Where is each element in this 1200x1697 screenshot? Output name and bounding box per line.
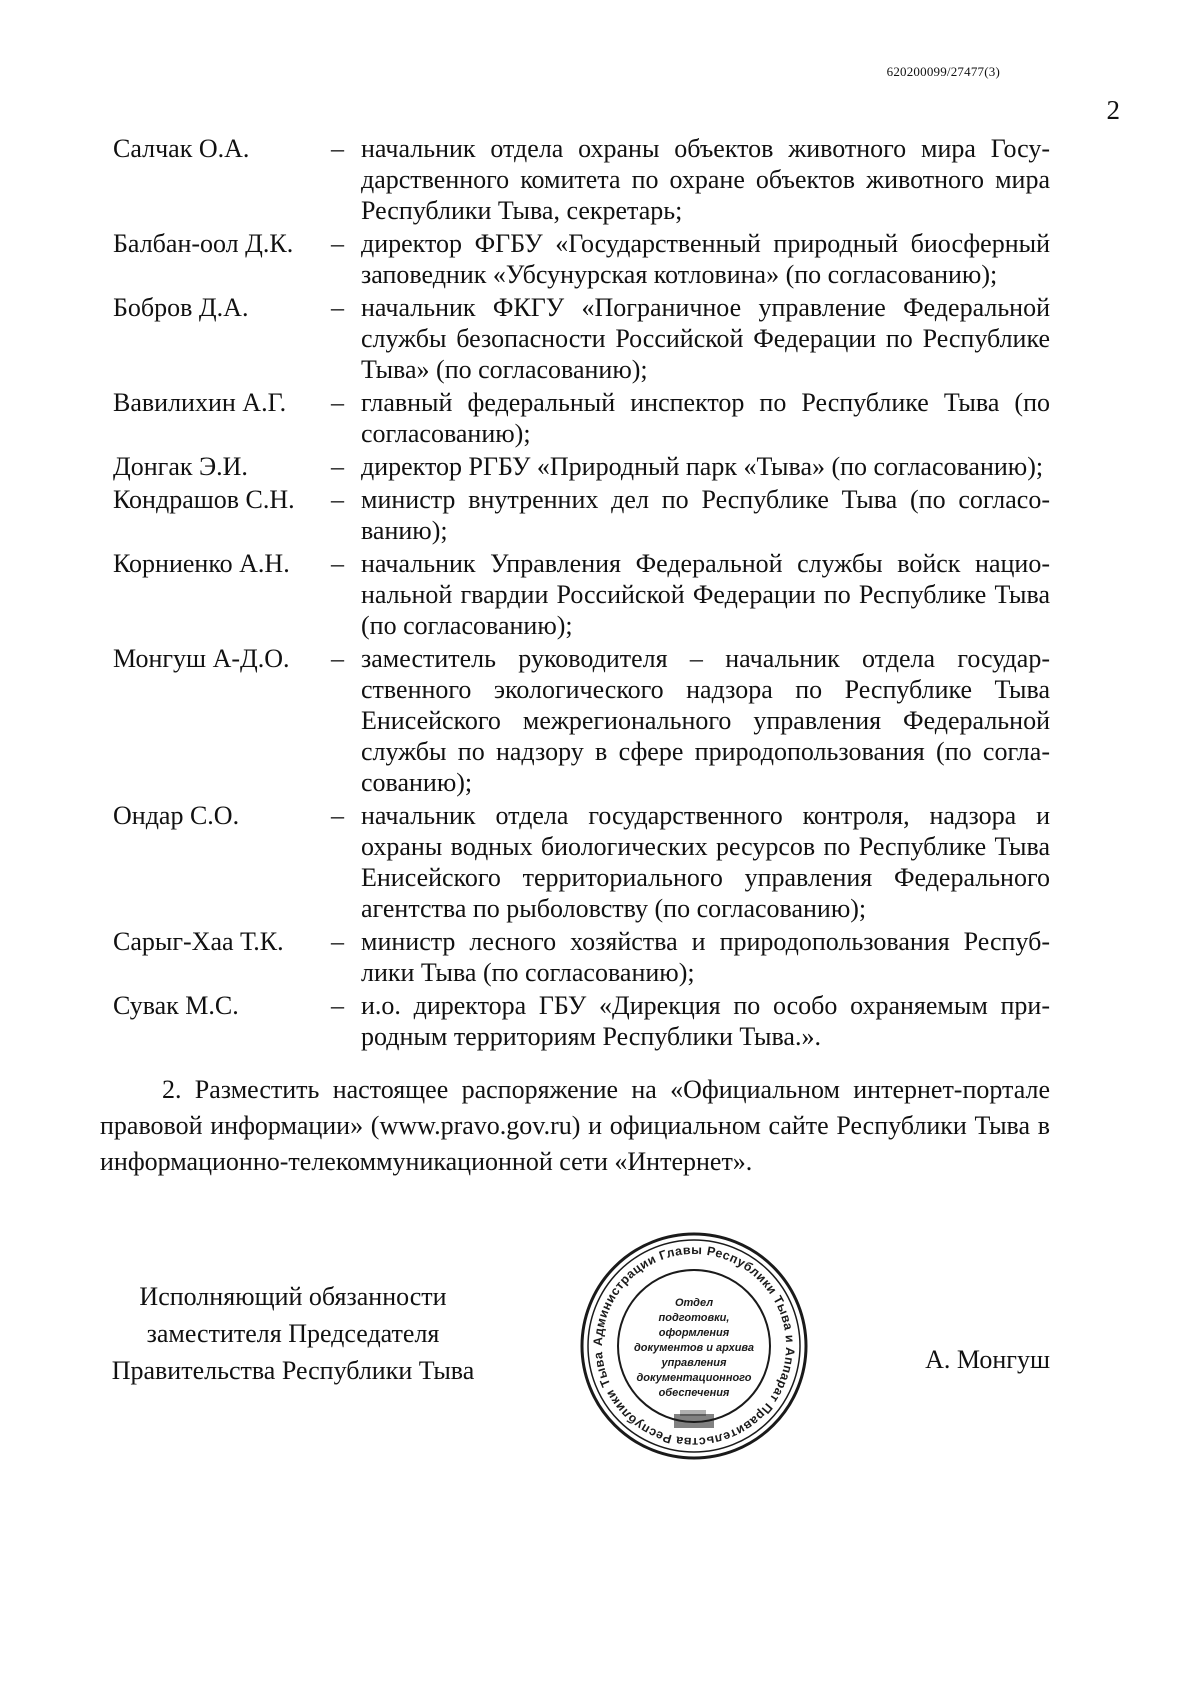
seal-center-line: подготовки, <box>658 1312 730 1324</box>
member-name: Вавилихин А.Г. <box>113 388 287 417</box>
member-dash: – <box>331 927 344 956</box>
signer-title-line: Правительства Республики Тыва <box>111 1356 475 1385</box>
seal-center-line: документов и архива <box>633 1342 755 1354</box>
document-code: 620200099/27477(3) <box>886 64 1000 79</box>
member-dash: – <box>331 644 344 673</box>
member-role: начальник отдела государственного контроля, надзора и охраны водных биологических ресурсов по Республике Тыва Енисейского территориального управления Федерального агентства по рыболовству (по согласованию); <box>361 801 1050 923</box>
member-row <box>113 387 1050 449</box>
member-role: начальник Управления Федеральной службы войск национальной гвардии Российской Федерации по Республике Тыва (по согласованию); <box>361 549 1050 640</box>
official-seal <box>576 1228 812 1464</box>
member-name: Донгак Э.И. <box>113 452 248 481</box>
signer-title <box>98 1278 488 1389</box>
member-name: Сувак М.С. <box>113 991 239 1020</box>
seal-ring-text: Администрации Главы Республики Тыва и Аппарат Правительства Республики Тыва <box>590 1242 798 1450</box>
member-list <box>113 133 1050 1054</box>
seal-center-line: управления <box>661 1357 727 1369</box>
member-dash: – <box>331 485 344 514</box>
seal-center-line: обеспечения <box>658 1387 730 1399</box>
member-row <box>113 800 1050 924</box>
member-row <box>113 548 1050 641</box>
member-row <box>113 484 1050 546</box>
member-name: Сарыг-Хаа Т.К. <box>113 927 284 956</box>
member-role: директор РГБУ «Природный парк «Тыва» (по согласованию); <box>361 452 1044 481</box>
member-role: министр внутренних дел по Республике Тыва (по согласованию); <box>361 485 1050 545</box>
member-name: Кондрашов С.Н. <box>113 485 295 514</box>
member-role: директор ФГБУ «Государственный природный биосферный заповедник «Убсунурская котловина» (по согласованию); <box>361 229 1050 289</box>
member-row <box>113 451 1050 482</box>
seal-graphic <box>576 1228 812 1464</box>
member-row <box>113 990 1050 1052</box>
page-number: 2 <box>1106 95 1120 125</box>
member-dash: – <box>331 452 344 481</box>
member-name: Салчак О.А. <box>113 134 250 163</box>
seal-ink-smudge <box>674 1410 714 1428</box>
member-role: заместитель руководителя – начальник отдела государственного экологического надзора по Республике Тыва Енисейского межрегионального управления Федеральной службы по надзору в сфере природопользования (по согласованию); <box>361 644 1050 797</box>
member-row <box>113 643 1050 798</box>
member-dash: – <box>331 991 344 1020</box>
member-row <box>113 133 1050 226</box>
signer-title-line: Исполняющий обязанности <box>139 1282 447 1311</box>
member-name: Корниенко А.Н. <box>113 549 290 578</box>
member-name: Балбан-оол Д.К. <box>113 229 294 258</box>
member-dash: – <box>331 388 344 417</box>
seal-center-line: Отдел <box>674 1297 714 1309</box>
member-dash: – <box>331 229 344 258</box>
member-role: и.о. директора ГБУ «Дирекция по особо охраняемым природным территориям Республики Тыва.». <box>361 991 1050 1051</box>
member-dash: – <box>331 134 344 163</box>
publication-paragraph: 2. Разместить настоящее распоряжение на «Официальном интернет-портале правовой информации» (www.pravo.gov.ru) и официальном сайте Республики Тыва в информационно-телекоммуникационной сети «Интернет». <box>100 1075 1050 1176</box>
member-row <box>113 292 1050 385</box>
signer-name: А. Монгуш <box>925 1345 1050 1374</box>
member-row <box>113 926 1050 988</box>
member-name: Бобров Д.А. <box>113 293 249 322</box>
signer-title-line: заместителя Председателя <box>146 1319 440 1348</box>
member-dash: – <box>331 801 344 830</box>
member-dash: – <box>331 293 344 322</box>
member-dash: – <box>331 549 344 578</box>
member-role: министр лесного хозяйства и природопользования Республики Тыва (по согласованию); <box>361 927 1050 987</box>
member-row <box>113 228 1050 290</box>
member-role: главный федеральный инспектор по Республике Тыва (по согласованию); <box>361 388 1050 448</box>
seal-center-line: оформления <box>658 1327 730 1339</box>
member-role: начальник ФКГУ «Пограничное управление Федеральной службы безопасности Российской Федерации по Республике Тыва» (по согласованию); <box>361 293 1050 384</box>
member-name: Ондар С.О. <box>113 801 240 830</box>
member-role: начальник отдела охраны объектов животного мира Государственного комитета по охране объектов животного мира Республики Тыва, секретарь; <box>361 134 1050 225</box>
seal-center-line: документационного <box>636 1372 752 1384</box>
member-name: Монгуш А-Д.О. <box>113 644 290 673</box>
